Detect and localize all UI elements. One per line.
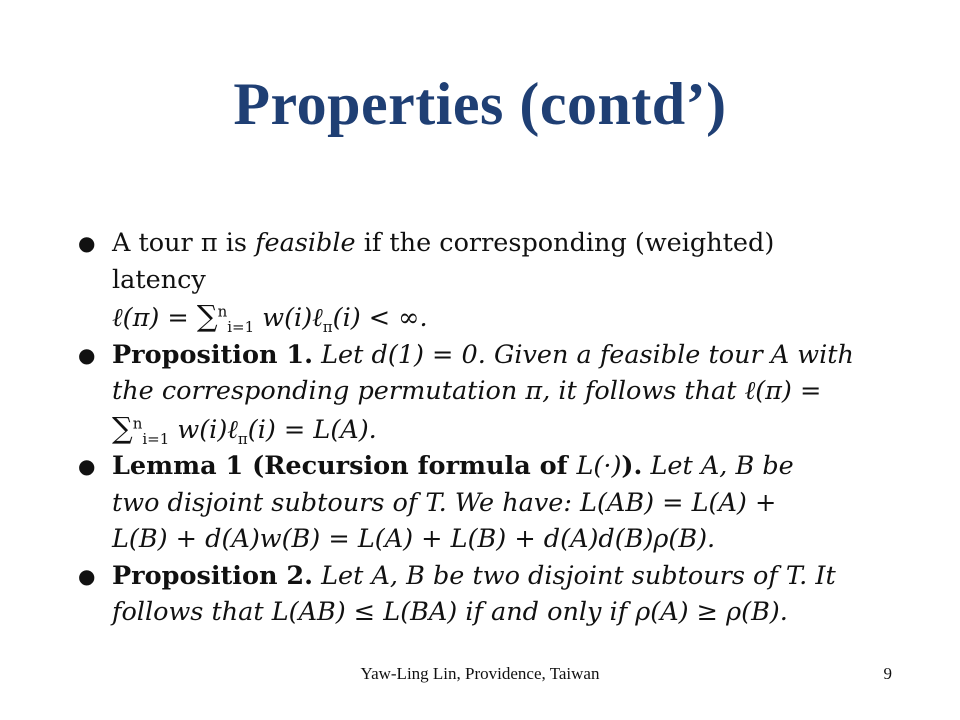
emphasis-text: feasible	[255, 228, 356, 258]
item-label-end: ).	[621, 451, 643, 481]
formula-text: (i) < ∞.	[332, 303, 428, 333]
sum-upper: n	[132, 414, 143, 432]
sum-lower: i=1	[227, 318, 255, 337]
formula-text: w(i)ℓ	[254, 303, 323, 333]
item-label: Proposition 1.	[112, 339, 314, 370]
item-line	[112, 225, 870, 298]
item-label: Proposition 2.	[112, 560, 314, 591]
item-text: Let A, B be	[642, 451, 794, 481]
item-text: Let A, B be two disjoint subtours of T. It	[313, 560, 836, 591]
bullet-item-proposition-2	[78, 558, 870, 631]
sum-symbol: ∑	[112, 410, 133, 445]
page-number: 9	[883, 664, 892, 683]
slide-title: Properties (contd’)	[233, 71, 727, 137]
item-line	[112, 558, 870, 595]
item-text: Let d(1) = 0. Given a feasible tour A with	[313, 339, 854, 370]
item-line	[112, 448, 870, 485]
item-line: the corresponding permutation π, it follows that ℓ(π) =	[112, 376, 822, 406]
item-line	[112, 298, 870, 337]
sum-upper: n	[217, 302, 228, 321]
formula-subscript: π	[322, 318, 333, 337]
formula-text: w(i)ℓ	[169, 414, 238, 445]
item-line: follows that L(AB) ≤ L(BA) if and only if ρ(A) ≥ ρ(B).	[112, 597, 788, 627]
item-text: if the corresponding (weighted) latency	[112, 228, 775, 295]
bullet-item-lemma-1	[78, 448, 870, 558]
sum-lower: i=1	[142, 429, 170, 448]
item-line	[112, 410, 870, 449]
sum-symbol: ∑	[196, 299, 218, 333]
footer-credit: Yaw-Ling Lin, Providence, Taiwan	[360, 664, 600, 683]
bullet-item-proposition-1	[78, 337, 870, 449]
bullet-list	[78, 225, 870, 631]
bullet-icon: ●	[78, 454, 96, 478]
item-line	[112, 337, 870, 374]
label-math: L(·)	[576, 451, 622, 481]
item-line: two disjoint subtours of T. We have: L(AB) = L(A) +	[112, 487, 777, 518]
item-label: Lemma 1 (Recursion formula of	[112, 451, 577, 481]
bullet-icon: ●	[78, 231, 96, 255]
formula-text: ℓ(π) =	[112, 303, 197, 333]
item-line: L(B) + d(A)w(B) = L(A) + L(B) + d(A)d(B)ρ(B).	[112, 524, 716, 554]
bullet-icon: ●	[78, 342, 96, 367]
formula-text: (i) = L(A).	[247, 414, 377, 445]
bullet-icon: ●	[78, 563, 96, 588]
formula-subscript: π	[237, 429, 248, 448]
bullet-item-feasible-tour	[78, 225, 870, 337]
item-text: A tour π is	[112, 228, 256, 258]
